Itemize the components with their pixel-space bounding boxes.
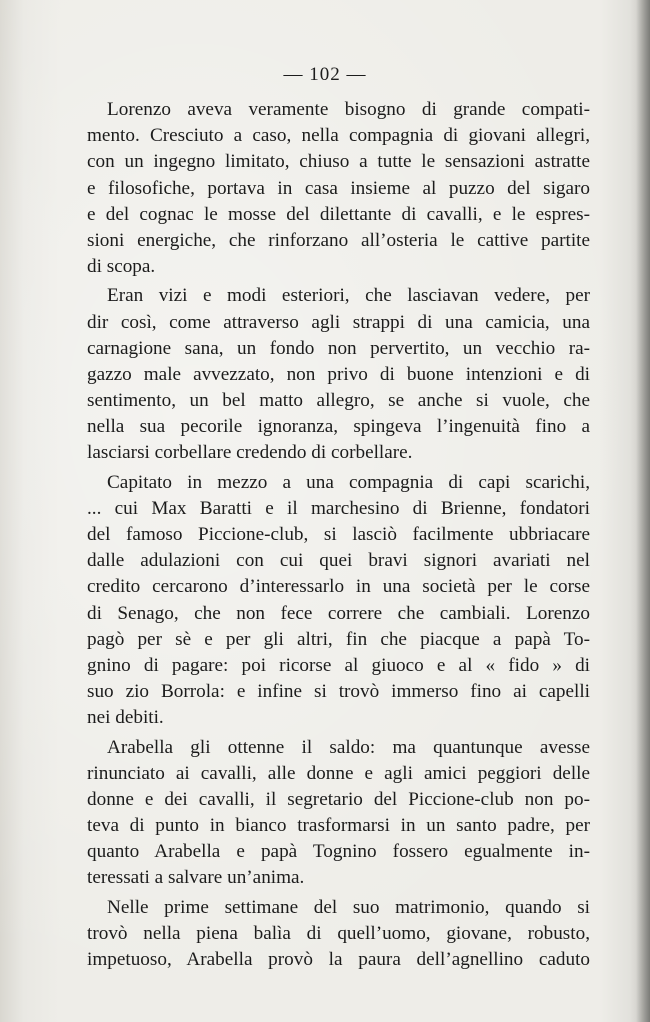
- text-line: ... cui Max Baratti e il marchesino di Brienne, fondatori: [87, 497, 590, 519]
- text-line: di scopa.: [87, 256, 156, 278]
- text-line: nella sua pecorile ignoranza, spingeva l’ingenuità fino a: [87, 416, 590, 438]
- text-line: sioni energiche, che rinforzano all’osteria le cattive partite: [87, 229, 590, 251]
- text-line: dalle adulazioni con cui quei bravi signori avariati nel: [87, 550, 590, 572]
- text-line: con un ingegno limitato, chiuso a tutte le sensazioni astratte: [87, 151, 590, 173]
- text-line: mento. Cresciuto a caso, nella compagnia di giovani allegri,: [87, 125, 590, 147]
- text-line: suo zio Borrola: e infine si trovò immerso fino ai capelli: [87, 681, 590, 703]
- text-line: dir così, come attraverso agli strappi di una camicia, una: [87, 311, 590, 333]
- text-line: Lorenzo aveva veramente bisogno di grande compati-: [107, 99, 590, 120]
- text-line: del famoso Piccione-club, si lasciò facilmente ubbriacare: [87, 524, 590, 545]
- text-line: rinunciato ai cavalli, alle donne e agli amici peggiori delle: [87, 762, 590, 784]
- text-line: donne e dei cavalli, il segretario del Piccione-club non po-: [87, 788, 590, 810]
- paragraph-4: [87, 735, 590, 892]
- text-line: sentimento, un bel matto allegro, se anche si vuole, che: [87, 390, 590, 412]
- text-line: e filosofiche, portava in casa insieme al puzzo del sigaro: [87, 177, 590, 199]
- paragraph-2: [87, 283, 590, 466]
- text-line: trovò nella piena balìa di quell’uomo, giovane, robusto,: [87, 922, 590, 944]
- text-line: gnino di pagare: poi ricorse al giuoco e al « fido » di: [87, 654, 590, 676]
- text-line: gazzo male avvezzato, non privo di buone intenzioni e di: [87, 363, 590, 385]
- text-line: Eran vizi e modi esteriori, che lasciavan vedere, per: [107, 285, 590, 307]
- text-line: Arabella gli ottenne il saldo: ma quantunque avesse: [107, 736, 590, 758]
- paragraph-3: [87, 470, 590, 732]
- paragraph-5: [87, 895, 590, 974]
- text-line: lasciarsi corbellare credendo di corbellare.: [87, 442, 413, 464]
- text-line: Nelle prime settimane del suo matrimonio, quando si: [107, 896, 590, 918]
- text-line: di Senago, che non fece correre che cambiali. Lorenzo: [87, 602, 590, 624]
- text-line: nei debiti.: [87, 707, 164, 729]
- paragraph-1: [87, 97, 590, 280]
- text-line: impetuoso, Arabella provò la paura dell’agnellino caduto: [87, 949, 590, 970]
- text-line: credito cercarono d’interessarlo in una società per le corse: [87, 576, 590, 598]
- text-line: e del cognac le mosse del dilettante di cavalli, e le espres-: [87, 203, 590, 225]
- text-line: teva di punto in bianco trasformarsi in un santo padre, per: [87, 815, 590, 837]
- text-line: pagò per sè e per gli altri, fin che piacque a papà To-: [87, 628, 590, 650]
- page-number: — 102 —: [283, 64, 367, 85]
- text-line: teressati a salvare un’anima.: [87, 867, 305, 889]
- page-edge-shadow: [636, 0, 650, 1022]
- text-line: quanto Arabella e papà Tognino fossero egualmente in-: [87, 841, 590, 863]
- text-line: Capitato in mezzo a una compagnia di capi scarichi,: [107, 471, 590, 493]
- page-body-text: [87, 97, 590, 973]
- text-line: carnagione sana, un fondo non pervertito, un vecchio ra-: [87, 337, 590, 359]
